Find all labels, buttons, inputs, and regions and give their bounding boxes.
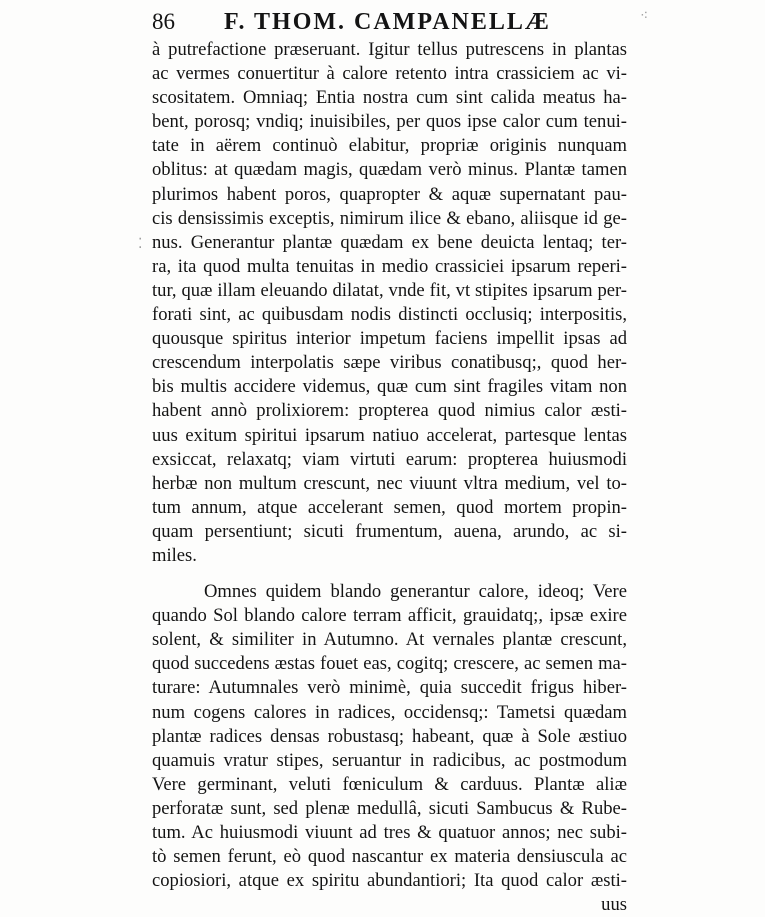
text-line: miles. bbox=[152, 544, 197, 566]
text-line: Vere germinant, veluti fœniculum & carduus. Plantæ aliæ bbox=[152, 773, 627, 795]
text-line: plantæ radices densas robustasq; habeant, quæ à Sole æstiuo bbox=[152, 725, 627, 747]
text-line: uus exitum spiritui ipsarum natiuo accelerat, partesque lentas bbox=[152, 424, 627, 446]
paragraph-2 bbox=[152, 580, 627, 893]
text-line: ra, ita quod multa tenuitas in medio crassiciei ipsarum reperi- bbox=[152, 255, 627, 277]
text-line: plurimos habent poros, quapropter & aquæ supernatant pau- bbox=[152, 183, 627, 205]
paragraph-1 bbox=[152, 38, 627, 568]
running-head: F. THOM. CAMPANELLÆ bbox=[224, 9, 551, 35]
text-line: oblitus: at quædam magis, quædam verò minus. Plantæ tamen bbox=[152, 159, 627, 181]
page-number: 86 bbox=[152, 9, 175, 34]
text-line: à putrefactione præseruant. Igitur tellus putrescens in plantas bbox=[152, 39, 627, 60]
margin-smudge: ⁖ bbox=[640, 9, 649, 24]
text-line: copiosiori, atque ex spiritu abundantiori; Ita quod calor æsti- bbox=[152, 870, 627, 892]
margin-mark: ⁚ bbox=[138, 237, 143, 252]
text-line: ac vermes conuertitur à calore retento intra crassiciem ac vi- bbox=[152, 63, 627, 85]
text-line: quamuis vratur stipes, seruantur in radicibus, ac postmodum bbox=[152, 749, 627, 771]
text-line: tum. Ac huiusmodi viuunt ad tres & quatuor annos; nec subi- bbox=[152, 822, 627, 843]
text-line: tur, quæ illam eleuando dilatat, vnde fit, vt stipites ipsarum per- bbox=[152, 279, 627, 301]
text-line: num cogens calores in radices, occidensq;: Tametsi quædam bbox=[152, 701, 627, 723]
paragraph-gap bbox=[152, 568, 627, 580]
text-line: quousque spiritus interior impetum faciens impellit ipsas ad bbox=[152, 328, 627, 350]
text-line: perforatæ sunt, sed plenæ medullâ, sicuti Sambucus & Rube- bbox=[152, 797, 627, 819]
text-line: tum annum, atque accelerant semen, quod mortem propin- bbox=[152, 496, 627, 518]
text-line: solent, & similiter in Autumno. At vernales plantæ crescunt, bbox=[152, 629, 627, 651]
page-header bbox=[152, 6, 672, 38]
text-block bbox=[152, 38, 627, 917]
text-line: herbæ non multum crescunt, nec viuunt vltra medium, vel to- bbox=[152, 472, 627, 494]
text-line: scositatem. Omniaq; Entia nostra cum sint calida meatus ha- bbox=[152, 87, 627, 109]
text-line: forati sint, ac quibusdam nodis distincti occlusiq; interpositis, bbox=[152, 304, 627, 326]
text-line: tate in aërem continuò elabitur, propriæ originis nunquam bbox=[152, 135, 627, 157]
text-line: habent annò prolixiorem: propterea quod nimius calor æsti- bbox=[152, 400, 627, 422]
text-line: nus. Generantur plantæ quædam ex bene deuicta lentaq; ter- bbox=[152, 231, 627, 253]
text-line: cis densissimis exceptis, nimirum ilice & ebano, aliisque id ge- bbox=[152, 207, 627, 229]
text-line: Omnes quidem blando generantur calore, ideoq; Vere bbox=[204, 581, 627, 603]
text-line: quam persentiunt; sicuti frumentum, auena, arundo, ac si- bbox=[152, 520, 627, 542]
text-line: bis multis accidere videmus, quæ cum sint fragiles vitam non bbox=[152, 376, 627, 398]
catchword: uus bbox=[601, 894, 627, 916]
text-line: quod succedens æstas fouet eas, cogitq; crescere, ac semen ma- bbox=[152, 653, 627, 675]
text-line: quando Sol blando calore terram afficit, grauidatq;, ipsæ exire bbox=[152, 605, 627, 627]
text-line: turare: Autumnales verò minimè, quia succedit frigus hiber- bbox=[152, 677, 627, 699]
text-line: crescendum interpolatis sæpe viribus conatibusq;, quod her- bbox=[152, 352, 627, 374]
text-line: bent, porosq; vndiq; inuisibiles, per quos ipse calor cum tenui- bbox=[152, 111, 627, 133]
text-line: tò semen ferunt, eò quod nascantur ex materia densiuscula ac bbox=[152, 846, 627, 868]
text-line: exsiccat, relaxatq; viam virtuti earum: propterea huiusmodi bbox=[152, 448, 627, 470]
